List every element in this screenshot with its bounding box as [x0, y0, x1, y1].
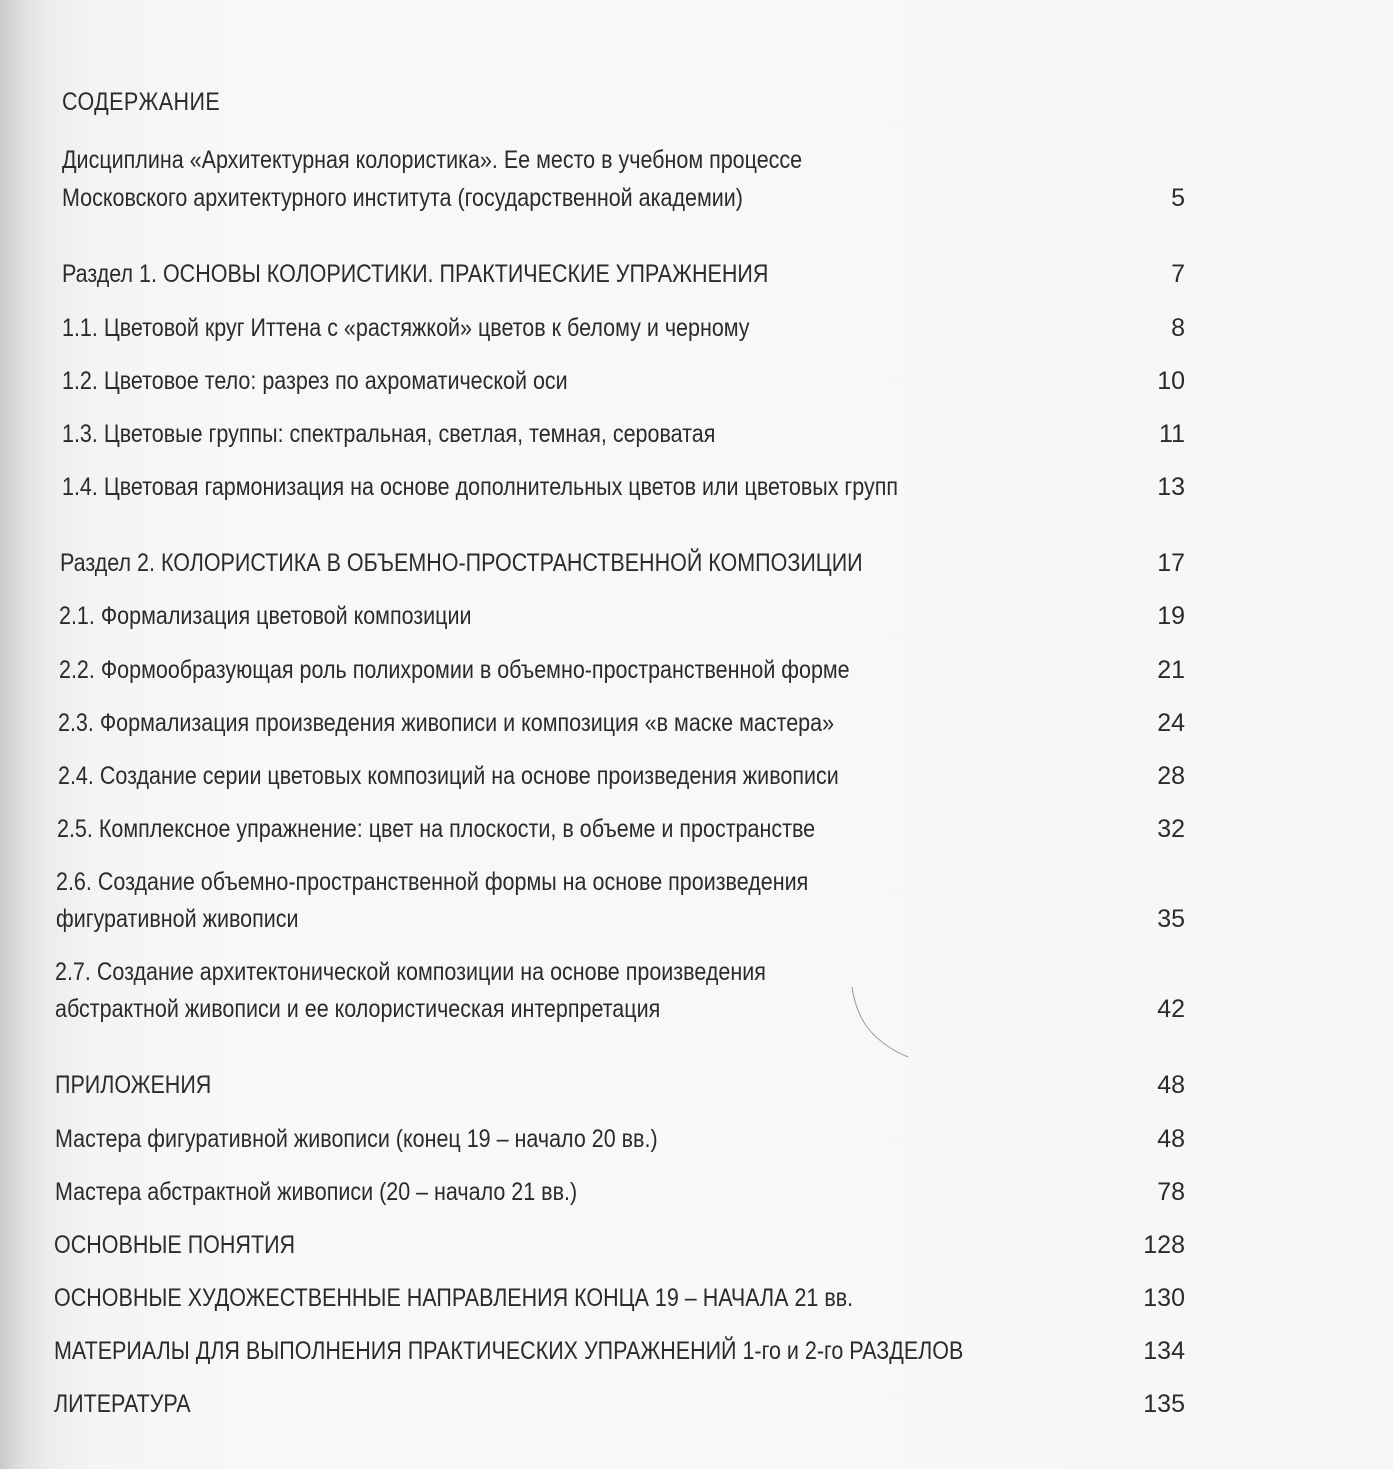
toc-entry-page: 42 — [1157, 995, 1185, 1023]
toc-entry-label: Раздел 1. ОСНОВЫ КОЛОРИСТИКИ. ПРАКТИЧЕСКИЕ УПРАЖНЕНИЯ — [62, 260, 769, 288]
toc-entry-label: 1.1. Цветовой круг Иттена с «растяжкой» цветов к белому и черному — [62, 314, 750, 342]
toc-entry-label: 2.4. Создание серии цветовых композиций на основе произведения живописи — [58, 762, 839, 790]
toc-title: СОДЕРЖАНИЕ — [62, 88, 221, 116]
toc-entry-label: ОСНОВНЫЕ ХУДОЖЕСТВЕННЫЕ НАПРАВЛЕНИЯ КОНЦА 19 – НАЧАЛА 21 вв. — [54, 1284, 854, 1312]
toc-entry-label: Раздел 2. КОЛОРИСТИКА В ОБЪЕМНО-ПРОСТРАНСТВЕННОЙ КОМПОЗИЦИИ — [60, 549, 863, 577]
toc-entry-page: 135 — [1143, 1390, 1185, 1418]
toc-entry-label: 2.1. Формализация цветовой композиции — [59, 602, 472, 630]
toc-entry-label: Мастера фигуративной живописи (конец 19 – начало 20 вв.) — [55, 1125, 658, 1153]
toc-entry-label: ОСНОВНЫЕ ПОНЯТИЯ — [54, 1231, 296, 1259]
toc-entry-label: абстрактной живописи и ее колористическая интерпретация — [55, 995, 661, 1023]
toc-entry-label: Мастера абстрактной живописи (20 – начало 21 вв.) — [55, 1178, 578, 1206]
paper-crease-mark — [850, 985, 910, 1060]
toc-entry-page: 128 — [1143, 1231, 1185, 1259]
toc-entry-page: 24 — [1157, 709, 1185, 737]
toc-entry-page: 8 — [1171, 314, 1185, 342]
toc-entry-label: Московского архитектурного института (государственной академии) — [62, 184, 743, 212]
toc-entry-label: 2.6. Создание объемно-пространственной формы на основе произведения — [56, 868, 809, 896]
toc-entry-label: 1.2. Цветовое тело: разрез по ахроматической оси — [62, 367, 568, 395]
toc-entry-page: 19 — [1157, 602, 1185, 630]
toc-entry-label: 1.3. Цветовые группы: спектральная, светлая, темная, сероватая — [62, 420, 716, 448]
toc-entry-page: 17 — [1157, 549, 1185, 577]
toc-entry-page: 13 — [1157, 473, 1185, 501]
toc-entry-label: 2.7. Создание архитектонической композиции на основе произведения — [55, 958, 766, 986]
toc-entry-page: 130 — [1143, 1284, 1185, 1312]
toc-entry-page: 7 — [1171, 260, 1185, 288]
toc-entry-label: Дисциплина «Архитектурная колористика». Ее место в учебном процессе — [62, 146, 803, 174]
toc-entry-label: фигуративной живописи — [56, 905, 299, 933]
toc-entry-page: 35 — [1157, 905, 1185, 933]
toc-entry-page: 28 — [1157, 762, 1185, 790]
toc-entry-page: 134 — [1143, 1337, 1185, 1365]
toc-entry-label: 2.3. Формализация произведения живописи и композиция «в маске мастера» — [58, 709, 835, 737]
toc-entry-label: 2.5. Комплексное упражнение: цвет на плоскости, в объеме и пространстве — [57, 815, 816, 843]
toc-entry-page: 10 — [1157, 367, 1185, 395]
toc-entry-page: 11 — [1159, 420, 1185, 448]
toc-entry-page: 48 — [1157, 1125, 1185, 1153]
toc-entry-page: 48 — [1157, 1071, 1185, 1099]
toc-entry-label: 2.2. Формообразующая роль полихромии в объемно-пространственной форме — [59, 656, 850, 684]
toc-entry-page: 32 — [1157, 815, 1185, 843]
toc-entry-label: 1.4. Цветовая гармонизация на основе дополнительных цветов или цветовых групп — [62, 473, 899, 501]
toc-entry-page: 21 — [1157, 656, 1185, 684]
toc-entry-label: МАТЕРИАЛЫ ДЛЯ ВЫПОЛНЕНИЯ ПРАКТИЧЕСКИХ УПРАЖНЕНИЙ 1-го и 2-го РАЗДЕЛОВ — [54, 1337, 964, 1365]
toc-entry-page: 5 — [1171, 184, 1185, 212]
toc-entry-label: ЛИТЕРАТУРА — [54, 1390, 191, 1418]
toc-entry-page: 78 — [1157, 1178, 1185, 1206]
toc-entry-label: ПРИЛОЖЕНИЯ — [55, 1071, 212, 1099]
